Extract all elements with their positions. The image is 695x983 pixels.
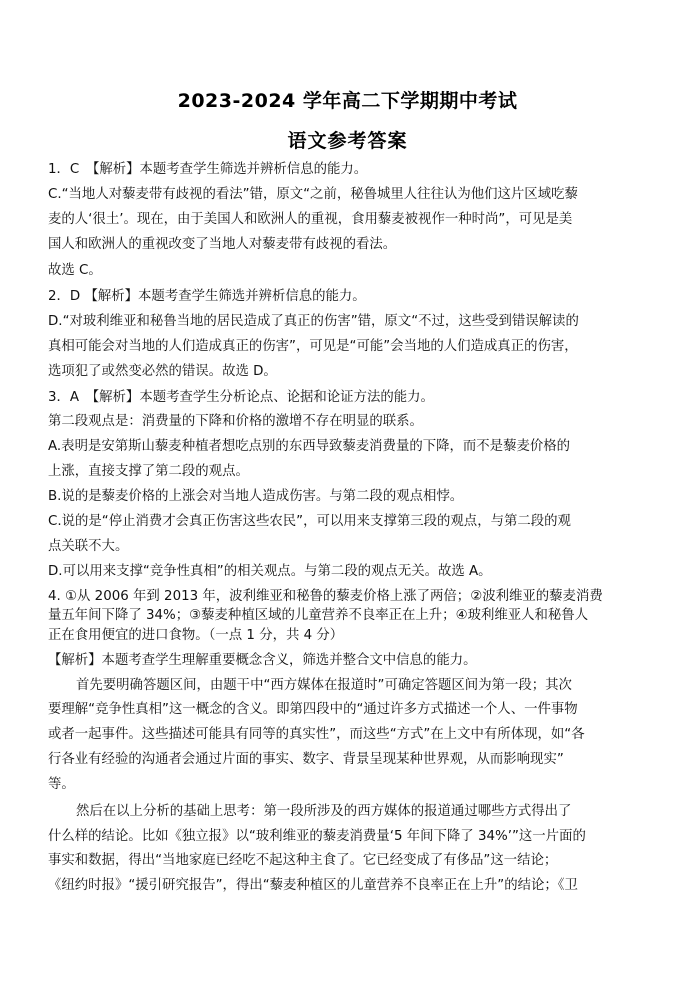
text-line: C.说的是“停止消费才会真正伤害这些农民”，可以用来支撑第三段的观点，与第二段的观 xyxy=(48,514,571,529)
paragraph-start: 然后在以上分析的基础上思考：第一段所涉及的西方媒体的报道通过哪些方式得出了 xyxy=(76,804,572,819)
text-line: D.可以用来支撑“竞争性真相”的相关观点。与第二段的观点无关。故选 A。 xyxy=(48,564,492,579)
text-line: 【解析】本题考查学生理解重要概念含义，筛选并整合文中信息的能力。 xyxy=(48,653,477,668)
text-line: 麦的人‘很土’。现在，由于美国人和欧洲人的重视，食用藜麦被视作一种时尚”，可见是美 xyxy=(48,212,573,227)
text-line: 真相可能会对当地的人们造成真正的伤害”，可见是“可能”会当地的人们造成真正的伤害， xyxy=(48,339,578,354)
text-line: 点关联不大。 xyxy=(48,539,129,554)
text-line: 正在食用便宜的进口食物。（一点 1 分，共 4 分） xyxy=(48,628,344,643)
answer-4-heading: 4. ①从 2006 年到 2013 年，波利维亚和秘鲁的藜麦价格上涨了两倍；②波利维亚的藜麦消费 xyxy=(48,589,603,604)
text-line: C.“当地人对藜麦带有歧视的看法”错，原文“之前，秘鲁城里人往往认为他们这片区域吃藜 xyxy=(48,187,578,202)
text-line: 行各业有经验的沟通者会通过片面的事实、数字、背景呈现某种世界观，从而影响现实” xyxy=(48,752,564,767)
page-title: 2023-2024 学年高二下学期期中考试 xyxy=(177,90,518,112)
text-line: 《纽约时报》“援引研究报告”，得出“藜麦种植区的儿童营养不良率正在上升”的结论；《卫 xyxy=(48,878,578,893)
text-line: 或者一起事件。这些描述可能具有同等的真实性”，而这些“方式”在上文中有所体现，如“各 xyxy=(48,727,585,742)
page-subtitle: 语文参考答案 xyxy=(287,130,408,152)
answer-3-heading: 3．A 【解析】本题考查学生分析论点、论据和论证方法的能力。 xyxy=(48,390,434,405)
text-line: 量五年间下降了 34%；③藜麦种植区域的儿童营养不良率正在上升；④玻利维亚人和秘鲁人 xyxy=(48,608,589,623)
text-line: 选项犯了或然变必然的错误。故选 D。 xyxy=(48,364,277,379)
text-line: A.表明是安第斯山藜麦种植者想吃点别的东西导致藜麦消费量的下降，而不是藜麦价格的 xyxy=(48,439,571,454)
answer-2-heading: 2．D 【解析】本题考查学生筛选并辨析信息的能力。 xyxy=(48,289,366,304)
text-line: B.说的是藜麦价格的上涨会对当地人造成伤害。与第二段的观点相悖。 xyxy=(48,489,464,504)
text-line: 第二段观点是：消费量的下降和价格的激增不存在明显的联系。 xyxy=(48,414,423,429)
paragraph-start: 首先要明确答题区间，由题干中“西方媒体在报道时”可确定答题区间为第一段；其次 xyxy=(76,678,572,693)
text-line: 事实和数据，得出“当地家庭已经吃不起这种主食了。它已经变成了有侈品”这一结论； xyxy=(48,853,558,868)
text-line: 故选 C。 xyxy=(48,263,102,278)
text-line: 什么样的结论。比如《独立报》以“玻利维亚的藜麦消费量‘5 年间下降了 34%’”这一片面的 xyxy=(48,829,586,844)
text-line: 上涨，直接支撑了第二段的观点。 xyxy=(48,464,249,479)
text-line: 等。 xyxy=(48,777,75,792)
answer-1-heading: 1．C 【解析】本题考查学生筛选并辨析信息的能力。 xyxy=(48,162,368,177)
text-line: D.“对玻利维亚和秘鲁当地的居民造成了真正的伤害”错，原文“不过，这些受到错误解读的 xyxy=(48,314,579,329)
text-line: 要理解“竞争性真相”这一概念的含义。即第四段中的“通过许多方式描述一个人、一件事物 xyxy=(48,702,578,717)
text-line: 国人和欧洲人的重视改变了当地人对藜麦带有歧视的看法。 xyxy=(48,237,397,252)
